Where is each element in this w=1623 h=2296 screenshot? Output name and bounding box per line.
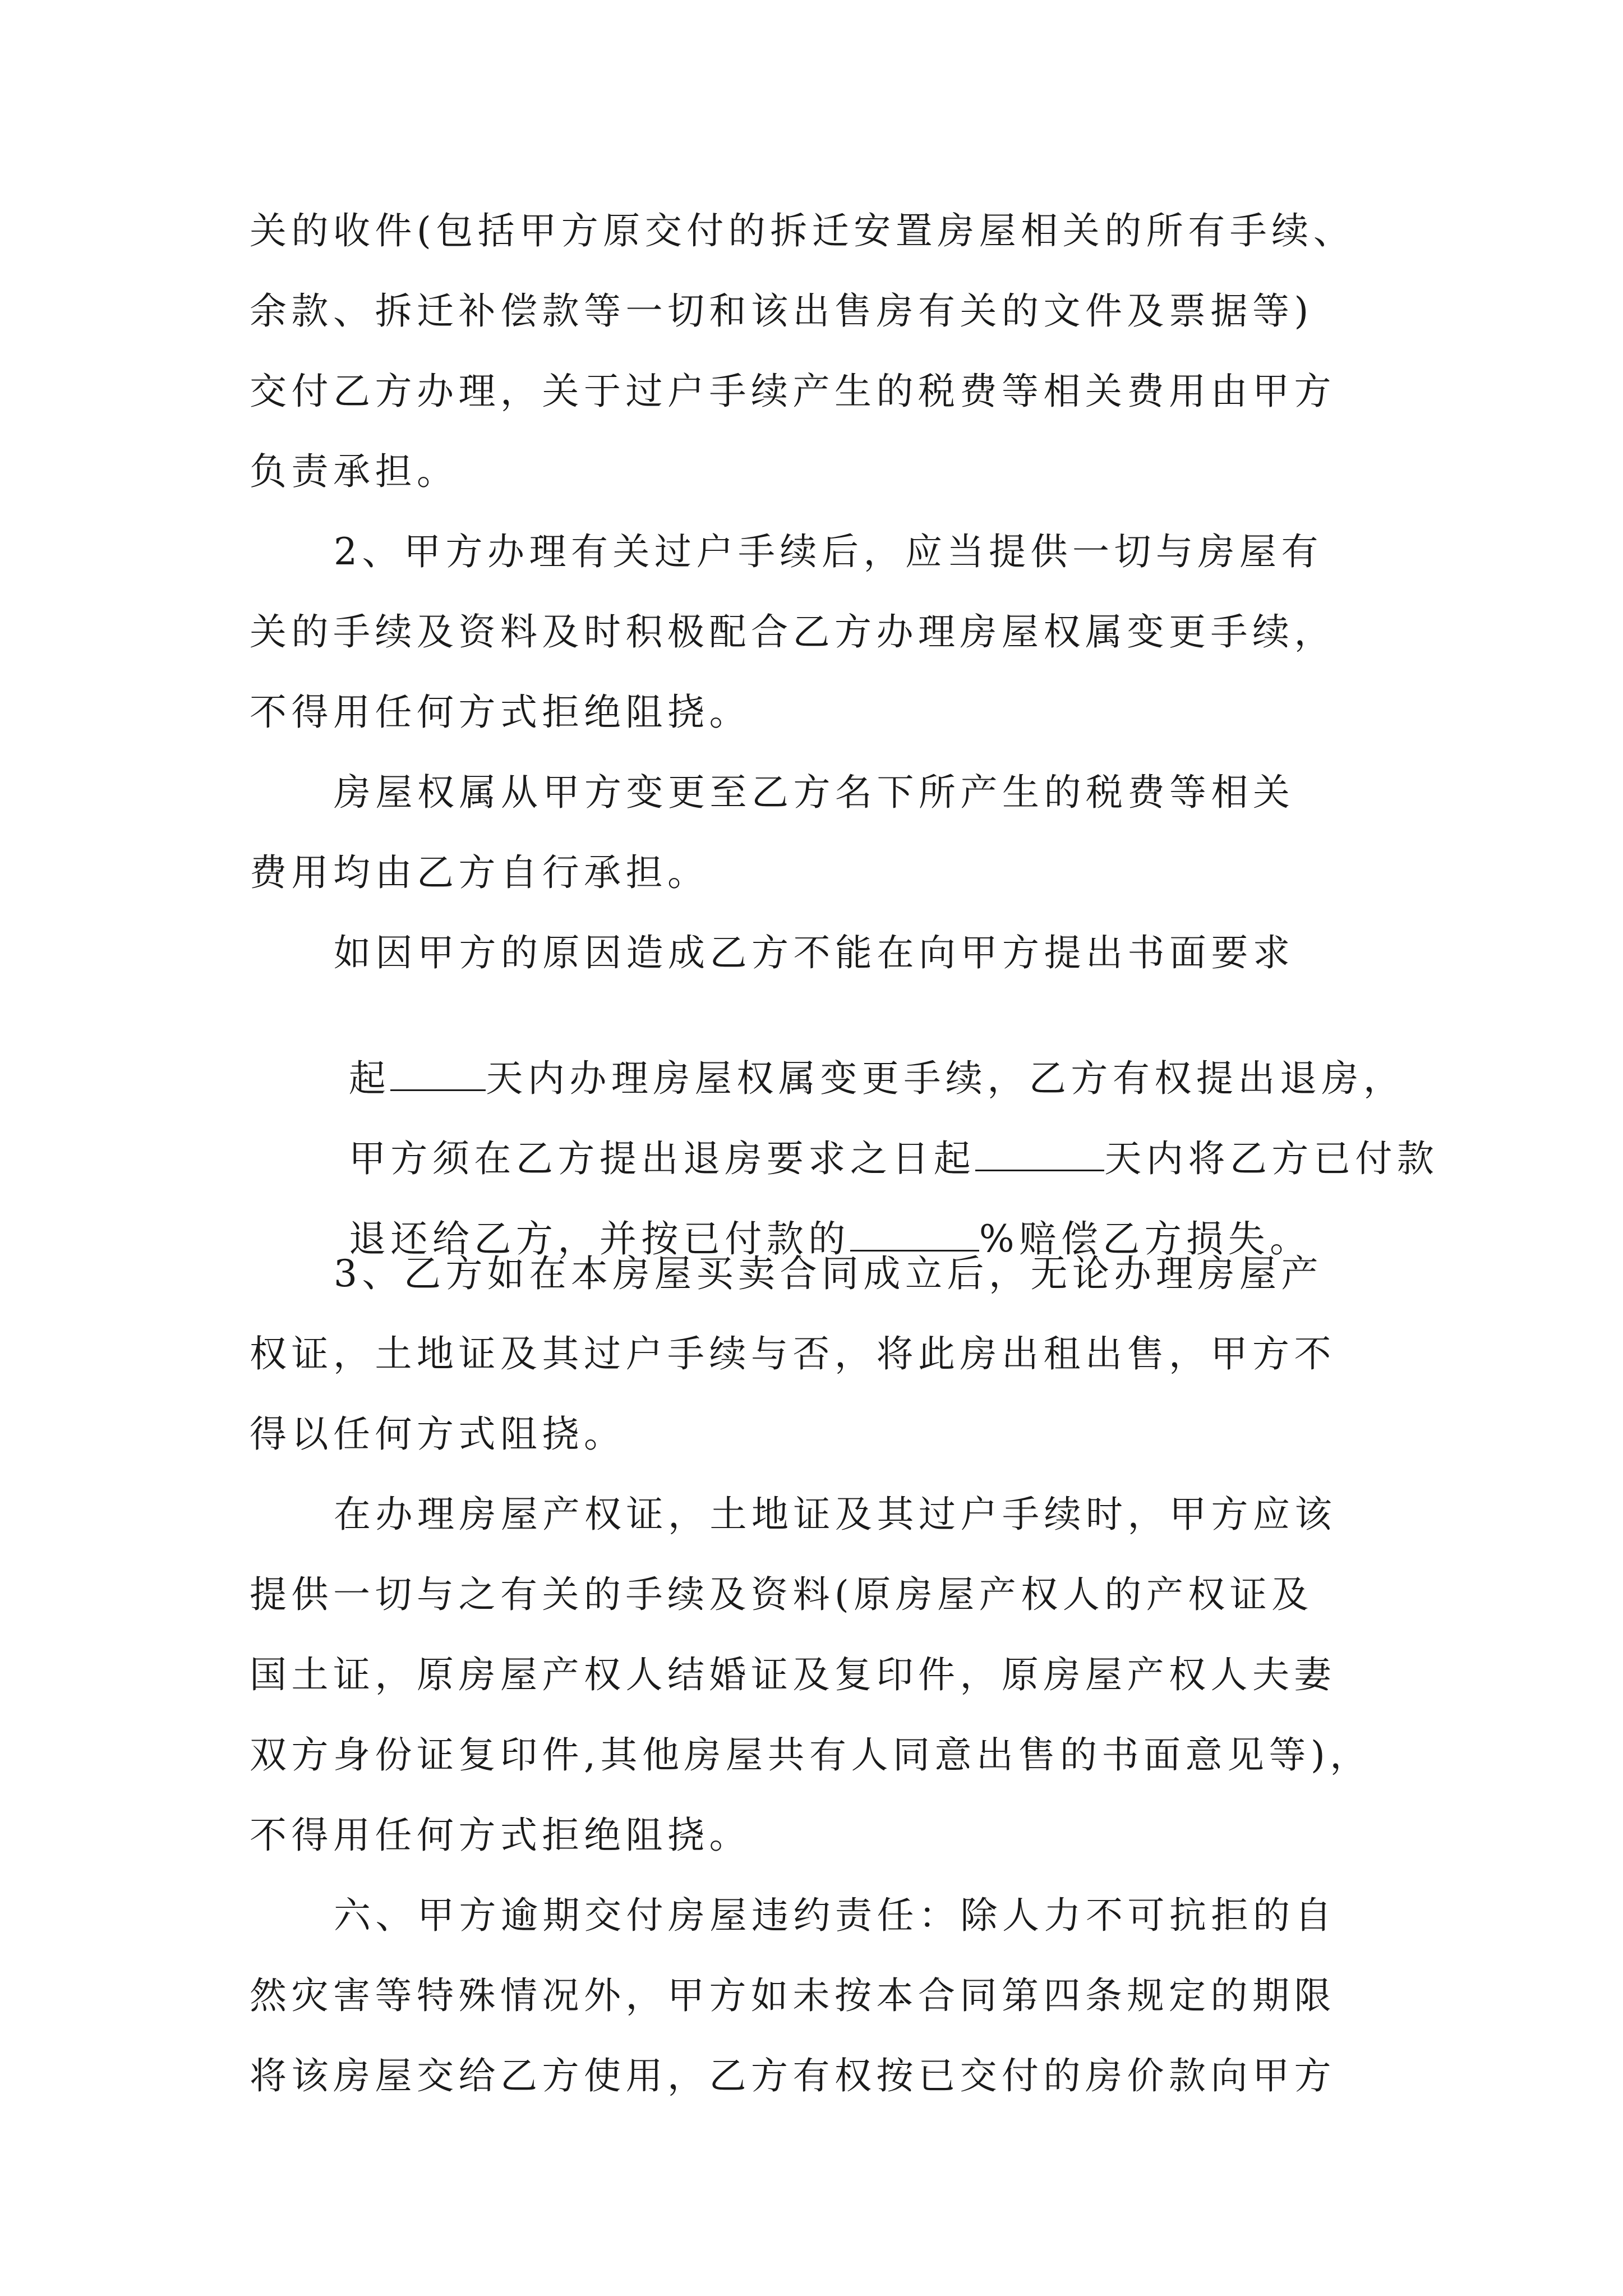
text-line: 费用均由乙方自行承担。 [250,851,709,894]
fill-in-blank-days[interactable] [390,1056,486,1091]
text-line: 不得用任何方式拒绝阻挠。 [250,691,751,734]
fill-in-blank-percentage[interactable] [850,1216,979,1251]
text-segment: 甲方须在乙方提出退房要求之日起 [348,1137,976,1180]
fill-in-blank-refund-days[interactable] [975,1136,1104,1171]
text-segment: %赔偿乙方损失。 [979,1217,1312,1260]
text-line: 然灾害等特殊情况外，甲方如未按本合同第四条规定的期限 [250,1974,1336,2017]
text-line: 国土证，原房屋产权人结婚证及复印件，原房屋产权人夫妻 [250,1653,1336,1696]
text-line: 权证，土地证及其过户手续与否，将此房出租出售，甲方不 [250,1332,1336,1375]
text-line: 六、甲方逾期交付房屋违约责任：除人力不可抗拒的自 [334,1894,1336,1937]
text-line: 不得用任何方式拒绝阻挠。 [250,1814,751,1857]
text-line: 余款、拆迁补偿款等一切和该出售房有关的文件及票据等) [250,289,1313,333]
text-line: 关的手续及资料及时积极配合乙方办理房屋权属变更手续， [250,610,1336,654]
text-segment: 天内将乙方已付款 [1104,1137,1439,1180]
text-line-with-blank [250,1091,1439,1180]
text-segment: 退还给乙方，并按已付款的 [348,1217,850,1260]
text-line: 提供一切与之有关的手续及资料(原房屋产权人的产权证及 [250,1573,1313,1616]
text-line: 3、乙方如在本房屋买卖合同成立后，无论办理房屋产 [334,1252,1323,1295]
text-line: 得以任何方式阻挠。 [250,1412,626,1456]
text-line: 房屋权属从甲方变更至乙方名下所产生的税费等相关 [334,771,1295,814]
text-segment: 起 [348,1057,391,1100]
text-line: 交付乙方办理，关于过户手续产生的税费等相关费用由甲方 [250,370,1336,413]
text-line: 将该房屋交给乙方使用，乙方有权按已交付的房价款向甲方 [250,2054,1336,2097]
text-line: 负责承担。 [250,450,459,493]
text-line-with-blank [250,1011,1405,1100]
text-line: 2、甲方办理有关过户手续后，应当提供一切与房屋有 [334,530,1323,573]
text-line: 在办理房屋产权证，土地证及其过户手续时，甲方应该 [334,1493,1336,1536]
text-line: 如因甲方的原因造成乙方不能在向甲方提出书面要求 [334,931,1295,974]
text-line: 双方身份证复印件,其他房屋共有人同意出售的书面意见等)， [250,1733,1372,1777]
text-line: 关的收件(包括甲方原交付的拆迁安置房屋相关的所有手续、 [250,209,1355,252]
text-segment: 天内办理房屋权属变更手续，乙方有权提出退房， [486,1057,1405,1100]
text-line-with-blank [250,1171,1312,1260]
